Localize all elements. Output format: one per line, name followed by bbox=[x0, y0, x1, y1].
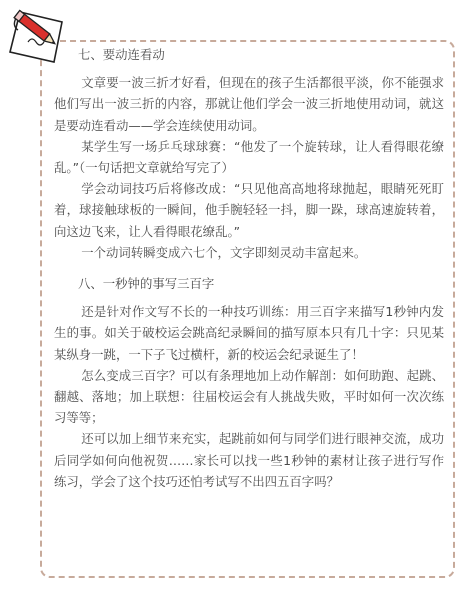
section-7-paragraph-3: 学会动词技巧后将修改成：“只见他高高地将球抛起，眼睛死死盯着，球接触球板的一瞬间，他手腕轻轻一抖，脚一跺，球高速旋转着，向这边飞来，让人看得眼花缭乱。” bbox=[54, 181, 444, 239]
section-7-paragraph-4: 一个动词转瞬变成六七个，文字即刻灵动丰富起来。 bbox=[81, 244, 367, 260]
section-8-title: 八、一秒钟的事写三百字 bbox=[78, 276, 215, 292]
section-7-paragraph-2: 某学生写一场乒乓球球赛：“他发了一个旋转球，让人看得眼花缭乱。”（一句话把文章就给写完了） bbox=[54, 138, 444, 176]
article-body bbox=[54, 44, 444, 492]
section-8-paragraph-1: 还是针对作文写不长的一种技巧训练：用三百字来描写1秒钟内发生的事。如关于破校运会跳高纪录瞬间的描写原本只有几十字：只见某某纵身一跳，一下子飞过横杆，新的校运会纪录诞生了！ bbox=[54, 304, 444, 362]
section-8-paragraph-3: 还可以加上细节来充实，起跳前如何与同学们进行眼神交流，成功后同学如何向他祝贺……家长可以找一些1秒钟的素材让孩子进行写作练习，学会了这个技巧还怕考试写不出四五百字吗？ bbox=[54, 431, 444, 489]
section-7-paragraph-1: 文章要一波三折才好看，但现在的孩子生活都很平淡，你不能强求他们写出一波三折的内容，那就让他们学会一波三折地使用动词，就这是要动连看动——学会连续使用动词。 bbox=[54, 75, 444, 133]
section-7-title: 七、要动连看动 bbox=[78, 47, 165, 62]
section-8-paragraph-2: 怎么变成三百字？可以有条理地加上动作解剖：如何助跑、起跳、翻越、落地；加上联想：往届校运会有人挑战失败，平时如何一次次练习等等； bbox=[54, 367, 444, 426]
section-spacer bbox=[54, 263, 444, 273]
